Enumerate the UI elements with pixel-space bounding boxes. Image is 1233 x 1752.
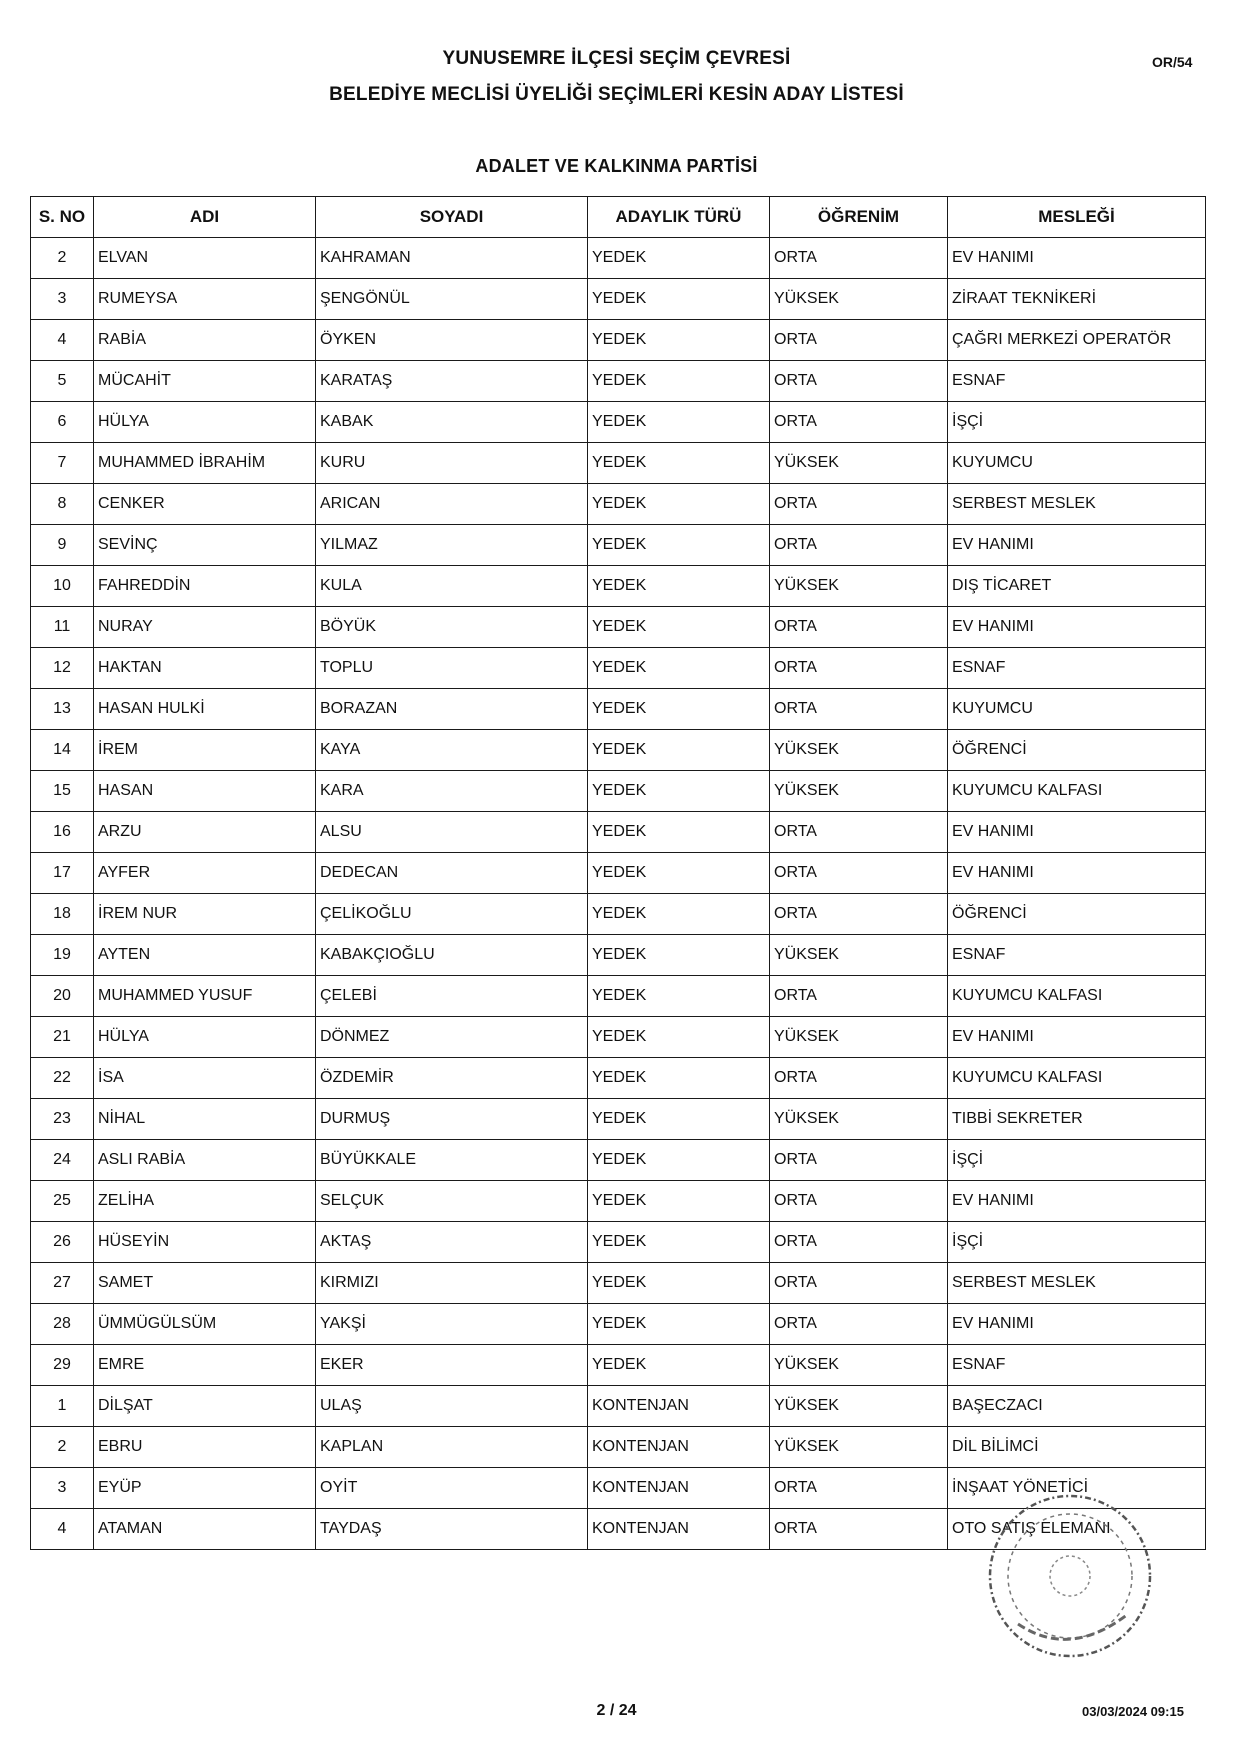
first-name-cell: EYÜP xyxy=(94,1468,316,1509)
candidacy-type-cell: YEDEK xyxy=(588,1058,770,1099)
column-header: ADI xyxy=(94,197,316,238)
last-name-cell: KABAKÇIOĞLU xyxy=(316,935,588,976)
candidacy-type-cell: YEDEK xyxy=(588,525,770,566)
last-name-cell: KAHRAMAN xyxy=(316,238,588,279)
last-name-cell: ULAŞ xyxy=(316,1386,588,1427)
print-datetime: 03/03/2024 09:15 xyxy=(1082,1704,1184,1719)
column-header: ÖĞRENİM xyxy=(770,197,948,238)
last-name-cell: DÖNMEZ xyxy=(316,1017,588,1058)
first-name-cell: ASLI RABİA xyxy=(94,1140,316,1181)
table-row xyxy=(31,648,1206,689)
page-number: 2 / 24 xyxy=(596,1702,637,1719)
row-number-cell: 5 xyxy=(31,361,94,402)
education-cell: YÜKSEK xyxy=(770,771,948,812)
education-cell: ORTA xyxy=(770,1140,948,1181)
table-row xyxy=(31,1222,1206,1263)
table-row xyxy=(31,1017,1206,1058)
education-cell: ORTA xyxy=(770,1304,948,1345)
table-row xyxy=(31,1386,1206,1427)
last-name-cell: KULA xyxy=(316,566,588,607)
education-cell: ORTA xyxy=(770,1509,948,1550)
occupation-cell: KUYUMCU xyxy=(948,443,1206,484)
table-row xyxy=(31,853,1206,894)
table-row xyxy=(31,402,1206,443)
document-title: YUNUSEMRE İLÇESİ SEÇİM ÇEVRESİ xyxy=(442,48,791,69)
candidacy-type-cell: YEDEK xyxy=(588,1304,770,1345)
first-name-cell: RABİA xyxy=(94,320,316,361)
education-cell: YÜKSEK xyxy=(770,935,948,976)
last-name-cell: ÖYKEN xyxy=(316,320,588,361)
first-name-cell: EBRU xyxy=(94,1427,316,1468)
last-name-cell: KARATAŞ xyxy=(316,361,588,402)
occupation-cell: İŞÇİ xyxy=(948,1222,1206,1263)
occupation-cell: ESNAF xyxy=(948,648,1206,689)
candidacy-type-cell: KONTENJAN xyxy=(588,1427,770,1468)
last-name-cell: ARICAN xyxy=(316,484,588,525)
first-name-cell: NİHAL xyxy=(94,1099,316,1140)
row-number-cell: 21 xyxy=(31,1017,94,1058)
first-name-cell: HÜLYA xyxy=(94,1017,316,1058)
row-number-cell: 3 xyxy=(31,279,94,320)
candidacy-type-cell: YEDEK xyxy=(588,689,770,730)
occupation-cell: DİL BİLİMCİ xyxy=(948,1427,1206,1468)
occupation-cell: OTO SATIŞ ELEMANI xyxy=(948,1509,1206,1550)
education-cell: YÜKSEK xyxy=(770,443,948,484)
last-name-cell: KARA xyxy=(316,771,588,812)
education-cell: ORTA xyxy=(770,1468,948,1509)
candidacy-type-cell: YEDEK xyxy=(588,1345,770,1386)
first-name-cell: İREM xyxy=(94,730,316,771)
education-cell: ORTA xyxy=(770,976,948,1017)
education-cell: ORTA xyxy=(770,689,948,730)
candidacy-type-cell: YEDEK xyxy=(588,443,770,484)
education-cell: ORTA xyxy=(770,320,948,361)
occupation-cell: EV HANIMI xyxy=(948,1017,1206,1058)
first-name-cell: DİLŞAT xyxy=(94,1386,316,1427)
education-cell: ORTA xyxy=(770,402,948,443)
row-number-cell: 13 xyxy=(31,689,94,730)
education-cell: YÜKSEK xyxy=(770,279,948,320)
occupation-cell: TIBBİ SEKRETER xyxy=(948,1099,1206,1140)
candidacy-type-cell: YEDEK xyxy=(588,935,770,976)
occupation-cell: DIŞ TİCARET xyxy=(948,566,1206,607)
first-name-cell: HASAN HULKİ xyxy=(94,689,316,730)
first-name-cell: EMRE xyxy=(94,1345,316,1386)
candidacy-type-cell: YEDEK xyxy=(588,853,770,894)
education-cell: YÜKSEK xyxy=(770,1099,948,1140)
row-number-cell: 25 xyxy=(31,1181,94,1222)
row-number-cell: 29 xyxy=(31,1345,94,1386)
last-name-cell: BÖYÜK xyxy=(316,607,588,648)
row-number-cell: 3 xyxy=(31,1468,94,1509)
candidacy-type-cell: YEDEK xyxy=(588,771,770,812)
row-number-cell: 6 xyxy=(31,402,94,443)
row-number-cell: 17 xyxy=(31,853,94,894)
table-row xyxy=(31,525,1206,566)
candidacy-type-cell: YEDEK xyxy=(588,1181,770,1222)
last-name-cell: KURU xyxy=(316,443,588,484)
column-header: ADAYLIK TÜRÜ xyxy=(588,197,770,238)
occupation-cell: EV HANIMI xyxy=(948,238,1206,279)
last-name-cell: KAYA xyxy=(316,730,588,771)
candidacy-type-cell: YEDEK xyxy=(588,976,770,1017)
occupation-cell: KUYUMCU xyxy=(948,689,1206,730)
first-name-cell: FAHREDDİN xyxy=(94,566,316,607)
education-cell: ORTA xyxy=(770,1181,948,1222)
row-number-cell: 4 xyxy=(31,320,94,361)
education-cell: ORTA xyxy=(770,812,948,853)
education-cell: ORTA xyxy=(770,1222,948,1263)
first-name-cell: MÜCAHİT xyxy=(94,361,316,402)
document-subtitle: BELEDİYE MECLİSİ ÜYELİĞİ SEÇİMLERİ KESİN ADAY LİSTESİ xyxy=(329,84,904,105)
table-row xyxy=(31,320,1206,361)
candidacy-type-cell: KONTENJAN xyxy=(588,1386,770,1427)
first-name-cell: SAMET xyxy=(94,1263,316,1304)
first-name-cell: İREM NUR xyxy=(94,894,316,935)
table-row xyxy=(31,812,1206,853)
last-name-cell: AKTAŞ xyxy=(316,1222,588,1263)
first-name-cell: ÜMMÜGÜLSÜM xyxy=(94,1304,316,1345)
row-number-cell: 24 xyxy=(31,1140,94,1181)
education-cell: YÜKSEK xyxy=(770,1386,948,1427)
occupation-cell: SERBEST MESLEK xyxy=(948,484,1206,525)
table-row xyxy=(31,1345,1206,1386)
education-cell: ORTA xyxy=(770,1058,948,1099)
row-number-cell: 2 xyxy=(31,238,94,279)
candidacy-type-cell: YEDEK xyxy=(588,279,770,320)
education-cell: ORTA xyxy=(770,853,948,894)
last-name-cell: EKER xyxy=(316,1345,588,1386)
candidacy-type-cell: YEDEK xyxy=(588,730,770,771)
candidacy-type-cell: YEDEK xyxy=(588,607,770,648)
last-name-cell: DEDECAN xyxy=(316,853,588,894)
candidacy-type-cell: YEDEK xyxy=(588,1140,770,1181)
table-row xyxy=(31,935,1206,976)
table-row xyxy=(31,484,1206,525)
candidate-table xyxy=(30,196,1206,1550)
last-name-cell: SELÇUK xyxy=(316,1181,588,1222)
candidacy-type-cell: KONTENJAN xyxy=(588,1509,770,1550)
education-cell: ORTA xyxy=(770,894,948,935)
row-number-cell: 16 xyxy=(31,812,94,853)
last-name-cell: YILMAZ xyxy=(316,525,588,566)
occupation-cell: ZİRAAT TEKNİKERİ xyxy=(948,279,1206,320)
row-number-cell: 14 xyxy=(31,730,94,771)
candidacy-type-cell: YEDEK xyxy=(588,812,770,853)
row-number-cell: 23 xyxy=(31,1099,94,1140)
first-name-cell: HAKTAN xyxy=(94,648,316,689)
party-name: ADALET VE KALKINMA PARTİSİ xyxy=(475,156,758,176)
table-header-row xyxy=(31,197,1206,238)
occupation-cell: EV HANIMI xyxy=(948,812,1206,853)
last-name-cell: KIRMIZI xyxy=(316,1263,588,1304)
education-cell: YÜKSEK xyxy=(770,1427,948,1468)
table-row xyxy=(31,894,1206,935)
occupation-cell: ESNAF xyxy=(948,361,1206,402)
candidacy-type-cell: YEDEK xyxy=(588,402,770,443)
candidacy-type-cell: YEDEK xyxy=(588,320,770,361)
last-name-cell: ÇELEBİ xyxy=(316,976,588,1017)
first-name-cell: HÜSEYİN xyxy=(94,1222,316,1263)
column-header: MESLEĞİ xyxy=(948,197,1206,238)
table-row xyxy=(31,1181,1206,1222)
row-number-cell: 15 xyxy=(31,771,94,812)
last-name-cell: ALSU xyxy=(316,812,588,853)
first-name-cell: SEVİNÇ xyxy=(94,525,316,566)
table-row xyxy=(31,238,1206,279)
row-number-cell: 10 xyxy=(31,566,94,607)
education-cell: ORTA xyxy=(770,1263,948,1304)
table-row xyxy=(31,1099,1206,1140)
first-name-cell: AYTEN xyxy=(94,935,316,976)
first-name-cell: RUMEYSA xyxy=(94,279,316,320)
education-cell: ORTA xyxy=(770,361,948,402)
occupation-cell: EV HANIMI xyxy=(948,525,1206,566)
candidacy-type-cell: YEDEK xyxy=(588,238,770,279)
last-name-cell: ÖZDEMİR xyxy=(316,1058,588,1099)
education-cell: ORTA xyxy=(770,648,948,689)
first-name-cell: ARZU xyxy=(94,812,316,853)
first-name-cell: CENKER xyxy=(94,484,316,525)
occupation-cell: ÖĞRENCİ xyxy=(948,894,1206,935)
education-cell: ORTA xyxy=(770,525,948,566)
row-number-cell: 28 xyxy=(31,1304,94,1345)
row-number-cell: 22 xyxy=(31,1058,94,1099)
table-row xyxy=(31,730,1206,771)
candidacy-type-cell: YEDEK xyxy=(588,1099,770,1140)
row-number-cell: 8 xyxy=(31,484,94,525)
table-row xyxy=(31,566,1206,607)
row-number-cell: 12 xyxy=(31,648,94,689)
table-row xyxy=(31,976,1206,1017)
first-name-cell: NURAY xyxy=(94,607,316,648)
education-cell: YÜKSEK xyxy=(770,1017,948,1058)
table-row xyxy=(31,1304,1206,1345)
candidacy-type-cell: YEDEK xyxy=(588,1263,770,1304)
row-number-cell: 4 xyxy=(31,1509,94,1550)
row-number-cell: 2 xyxy=(31,1427,94,1468)
last-name-cell: BORAZAN xyxy=(316,689,588,730)
official-seal-stamp xyxy=(978,1484,1162,1668)
first-name-cell: ATAMAN xyxy=(94,1509,316,1550)
last-name-cell: DURMUŞ xyxy=(316,1099,588,1140)
candidacy-type-cell: YEDEK xyxy=(588,484,770,525)
candidacy-type-cell: YEDEK xyxy=(588,566,770,607)
table-row xyxy=(31,361,1206,402)
candidacy-type-cell: YEDEK xyxy=(588,1017,770,1058)
occupation-cell: İNŞAAT YÖNETİCİ xyxy=(948,1468,1206,1509)
row-number-cell: 7 xyxy=(31,443,94,484)
last-name-cell: KAPLAN xyxy=(316,1427,588,1468)
candidacy-type-cell: YEDEK xyxy=(588,894,770,935)
first-name-cell: MUHAMMED YUSUF xyxy=(94,976,316,1017)
education-cell: YÜKSEK xyxy=(770,566,948,607)
table-row xyxy=(31,1427,1206,1468)
candidacy-type-cell: YEDEK xyxy=(588,1222,770,1263)
form-code: OR/54 xyxy=(1152,54,1193,70)
occupation-cell: KUYUMCU KALFASI xyxy=(948,976,1206,1017)
table-row xyxy=(31,279,1206,320)
occupation-cell: BAŞECZACI xyxy=(948,1386,1206,1427)
occupation-cell: İŞÇİ xyxy=(948,1140,1206,1181)
table-row xyxy=(31,689,1206,730)
last-name-cell: TOPLU xyxy=(316,648,588,689)
row-number-cell: 18 xyxy=(31,894,94,935)
row-number-cell: 20 xyxy=(31,976,94,1017)
row-number-cell: 1 xyxy=(31,1386,94,1427)
occupation-cell: EV HANIMI xyxy=(948,1181,1206,1222)
table-row xyxy=(31,1263,1206,1304)
occupation-cell: EV HANIMI xyxy=(948,1304,1206,1345)
education-cell: ORTA xyxy=(770,607,948,648)
last-name-cell: ÇELİKOĞLU xyxy=(316,894,588,935)
occupation-cell: ESNAF xyxy=(948,1345,1206,1386)
column-header: S. NO xyxy=(31,197,94,238)
occupation-cell: SERBEST MESLEK xyxy=(948,1263,1206,1304)
column-header: SOYADI xyxy=(316,197,588,238)
occupation-cell: İŞÇİ xyxy=(948,402,1206,443)
first-name-cell: ZELİHA xyxy=(94,1181,316,1222)
table-row xyxy=(31,1058,1206,1099)
occupation-cell: EV HANIMI xyxy=(948,853,1206,894)
first-name-cell: HÜLYA xyxy=(94,402,316,443)
row-number-cell: 27 xyxy=(31,1263,94,1304)
row-number-cell: 11 xyxy=(31,607,94,648)
occupation-cell: ESNAF xyxy=(948,935,1206,976)
last-name-cell: KABAK xyxy=(316,402,588,443)
table-row xyxy=(31,771,1206,812)
occupation-cell: ÇAĞRI MERKEZİ OPERATÖR xyxy=(948,320,1206,361)
table-row xyxy=(31,443,1206,484)
row-number-cell: 26 xyxy=(31,1222,94,1263)
occupation-cell: ÖĞRENCİ xyxy=(948,730,1206,771)
education-cell: YÜKSEK xyxy=(770,1345,948,1386)
candidacy-type-cell: YEDEK xyxy=(588,648,770,689)
last-name-cell: TAYDAŞ xyxy=(316,1509,588,1550)
occupation-cell: KUYUMCU KALFASI xyxy=(948,1058,1206,1099)
first-name-cell: AYFER xyxy=(94,853,316,894)
first-name-cell: İSA xyxy=(94,1058,316,1099)
table-row xyxy=(31,607,1206,648)
first-name-cell: ELVAN xyxy=(94,238,316,279)
occupation-cell: KUYUMCU KALFASI xyxy=(948,771,1206,812)
education-cell: ORTA xyxy=(770,238,948,279)
candidacy-type-cell: YEDEK xyxy=(588,361,770,402)
candidacy-type-cell: KONTENJAN xyxy=(588,1468,770,1509)
last-name-cell: OYİT xyxy=(316,1468,588,1509)
table-row xyxy=(31,1140,1206,1181)
last-name-cell: YAKŞİ xyxy=(316,1304,588,1345)
last-name-cell: BÜYÜKKALE xyxy=(316,1140,588,1181)
row-number-cell: 9 xyxy=(31,525,94,566)
first-name-cell: HASAN xyxy=(94,771,316,812)
occupation-cell: EV HANIMI xyxy=(948,607,1206,648)
education-cell: ORTA xyxy=(770,484,948,525)
education-cell: YÜKSEK xyxy=(770,730,948,771)
row-number-cell: 19 xyxy=(31,935,94,976)
last-name-cell: ŞENGÖNÜL xyxy=(316,279,588,320)
first-name-cell: MUHAMMED İBRAHİM xyxy=(94,443,316,484)
